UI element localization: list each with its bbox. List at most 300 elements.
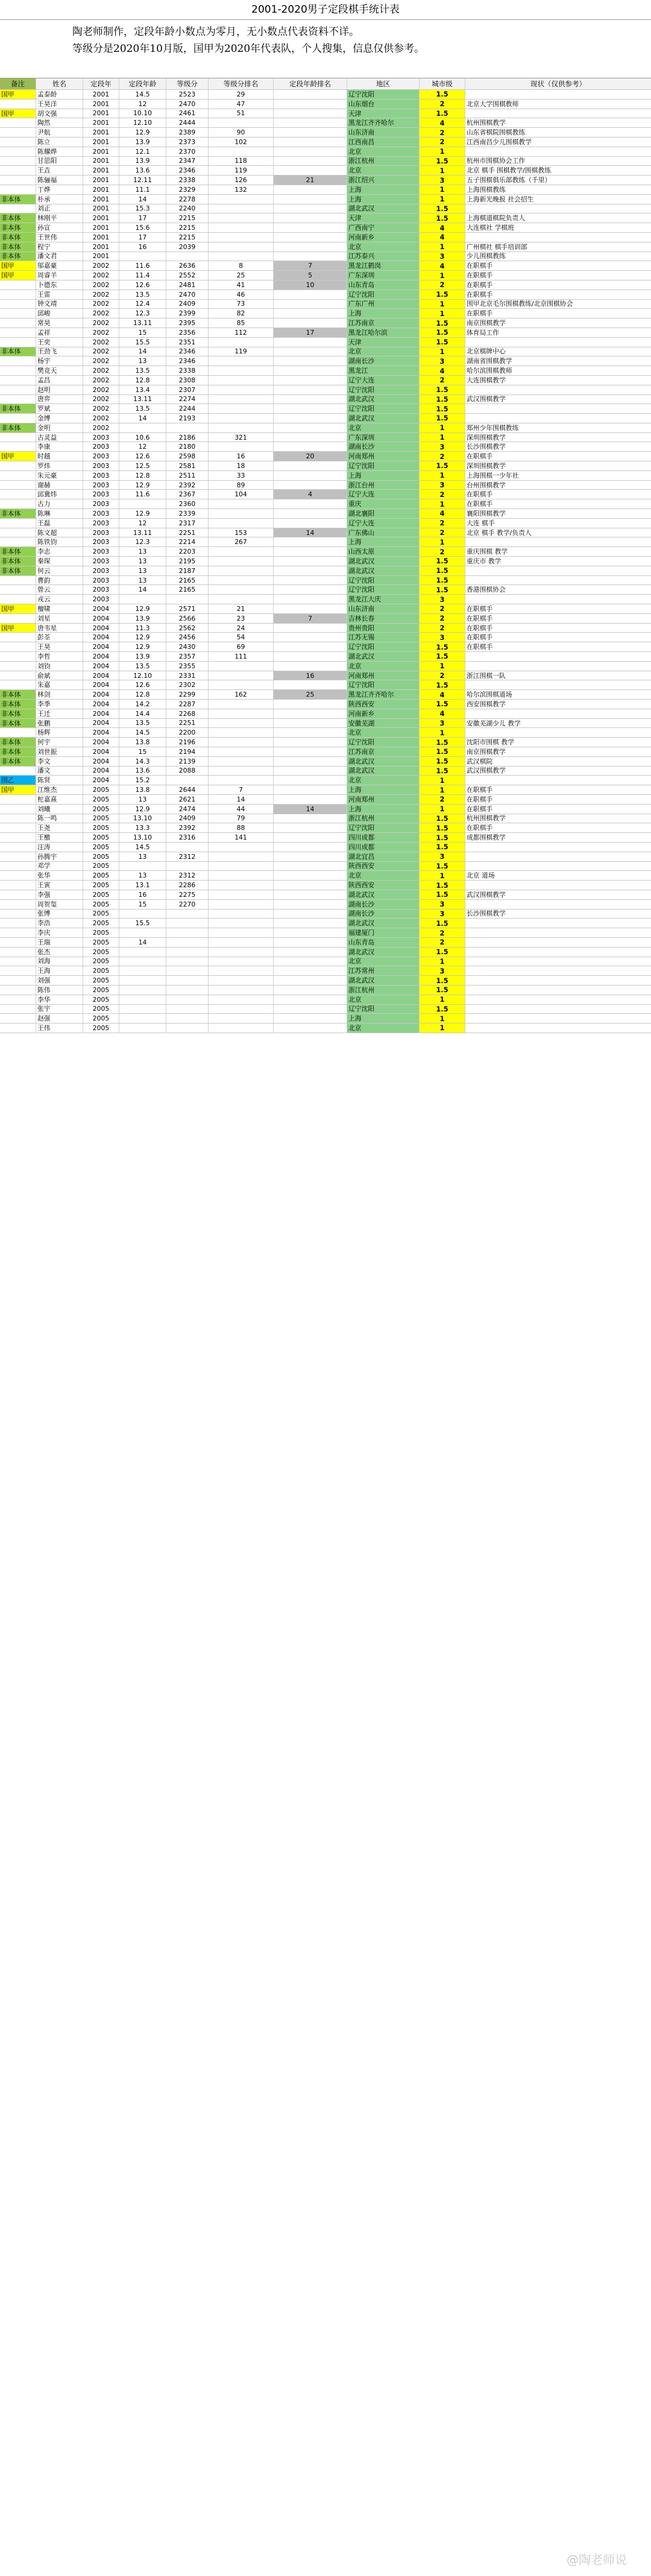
cell-rating: 2287: [166, 700, 209, 709]
cell-tag: [0, 356, 36, 366]
cell-region: 黑龙江: [347, 366, 420, 375]
table-row: [0, 347, 651, 357]
cell-status: 长沙围棋教学: [467, 443, 506, 451]
cell-rating: 2389: [166, 128, 209, 137]
cell-rank: [209, 423, 274, 432]
cell-city-level: 2: [420, 795, 465, 804]
cell-tag: [0, 300, 36, 309]
cell-name: 尹航: [36, 128, 83, 137]
cell-age: 13.5: [119, 404, 166, 413]
cell-status: 大连棋社 学棋班: [467, 224, 515, 232]
cell-rank: [209, 719, 274, 728]
cell-city-level: 4: [420, 233, 465, 242]
cell-age-rank: [274, 776, 347, 785]
cell-age: 13.6: [119, 767, 166, 776]
cell-city-level: 3: [420, 633, 465, 642]
cell-region: 河南新乡: [347, 709, 420, 718]
table-row: [0, 366, 651, 376]
cell-city-level: 1.5: [420, 814, 465, 823]
cell-age-rank: [274, 1005, 347, 1014]
cell-name: 李强: [36, 890, 83, 899]
cell-tag: [0, 652, 36, 661]
cell-status: 北京大学围棋教师: [467, 100, 519, 108]
cell-year: 2003: [83, 452, 119, 461]
note-line: 等级分是2020年10月版，国甲为2020年代表队，个人搜集，信息仅供参考。: [72, 43, 425, 55]
cell-rating: 2275: [166, 890, 209, 899]
cell-status: [465, 1014, 651, 1023]
cell-city-level: 1: [420, 309, 465, 318]
cell-region: 辽宁沈阳: [347, 461, 420, 470]
cell-region: 四川成都: [347, 833, 420, 842]
cell-name: 王劲飞: [36, 347, 83, 356]
cell-rank: 162: [209, 690, 274, 699]
cell-status: 江西南昌少儿围棋教学: [467, 138, 532, 146]
cell-name: 杨宇: [36, 356, 83, 366]
cell-rank: [209, 499, 274, 508]
cell-rating: 2165: [166, 576, 209, 585]
cell-region: 上海: [347, 537, 420, 546]
table-row: [0, 862, 651, 872]
cell-age-rank: [274, 662, 347, 671]
table-row: [0, 185, 651, 195]
cell-rank: 321: [209, 433, 274, 442]
cell-status: 杭州围棋教学: [467, 119, 506, 127]
cell-rank: [209, 919, 274, 928]
cell-rank: [209, 356, 274, 366]
cell-year: 2005: [83, 966, 119, 975]
cell-city-level: 2: [420, 671, 465, 680]
cell-region: 山东济南: [347, 604, 420, 613]
cell-status: 湖南省围棋教学: [467, 357, 512, 366]
cell-rating: 2636: [166, 261, 209, 270]
cell-city-level: 2: [420, 519, 465, 528]
cell-rank: [209, 767, 274, 776]
cell-name: 何宇: [36, 738, 83, 747]
cell-rating: 2331: [166, 671, 209, 680]
cell-tag: [0, 128, 36, 137]
cell-rating: 2186: [166, 433, 209, 442]
cell-year: 2005: [83, 928, 119, 937]
cell-rating: 2278: [166, 195, 209, 204]
cell-city-level: 1: [420, 957, 465, 966]
cell-rating: 2312: [166, 871, 209, 880]
cell-city-level: 1: [420, 471, 465, 480]
cell-age-rank: [274, 938, 347, 947]
table-row: [0, 195, 651, 204]
table-row: [0, 633, 651, 642]
cell-age: 14.5: [119, 90, 166, 99]
cell-rank: [209, 976, 274, 985]
cell-status: [465, 881, 651, 890]
cell-age: 13: [119, 795, 166, 804]
cell-tag: [0, 366, 36, 375]
cell-tag: [0, 928, 36, 937]
cell-age-rank: [274, 1024, 347, 1033]
cell-tag: [0, 805, 36, 814]
cell-age-rank: [274, 757, 347, 766]
cell-tag: [0, 138, 36, 147]
cell-age-rank: [274, 585, 347, 594]
cell-age-rank: [274, 700, 347, 709]
cell-name: 汪涛: [36, 843, 83, 852]
cell-city-level: 3: [420, 719, 465, 728]
cell-age-rank: [274, 233, 347, 242]
cell-rating: 2511: [166, 471, 209, 480]
cell-status: 北京棋牌中心: [467, 347, 506, 356]
cell-region: 广东深圳: [347, 433, 420, 442]
cell-rating: [166, 862, 209, 871]
cell-city-level: 1: [420, 1024, 465, 1033]
cell-city-level: 1.5: [420, 157, 465, 166]
cell-year: 2001: [83, 214, 119, 223]
cell-name: 刘钧: [36, 662, 83, 671]
table-row: [0, 738, 651, 747]
cell-name: 李庆: [36, 928, 83, 937]
cell-rating: 2355: [166, 662, 209, 671]
cell-rating: 2317: [166, 519, 209, 528]
cell-age: 12.8: [119, 471, 166, 480]
cell-age: 12.1: [119, 147, 166, 156]
cell-rating: [166, 1024, 209, 1033]
cell-name: 王世伟: [36, 233, 83, 242]
cell-year: 2002: [83, 404, 119, 413]
cell-status: 在职棋手: [467, 614, 493, 622]
cell-year: 2001: [83, 90, 119, 99]
cell-age-rank: [274, 537, 347, 546]
cell-region: 北京: [347, 776, 420, 785]
cell-age-rank: [274, 624, 347, 633]
cell-status: [465, 928, 651, 937]
cell-city-level: 1.5: [420, 385, 465, 394]
table-row: [0, 776, 651, 785]
cell-age: 13.1: [119, 881, 166, 890]
table-row: [0, 881, 651, 890]
cell-name: 古灵益: [36, 433, 83, 442]
cell-year: 2003: [83, 519, 119, 528]
cell-rank: [209, 747, 274, 756]
cell-rating: 2523: [166, 90, 209, 99]
table-row: [0, 662, 651, 671]
cell-tag: [0, 318, 36, 328]
cell-rating: 2195: [166, 557, 209, 566]
cell-age: 13.11: [119, 318, 166, 328]
cell-tag: [0, 471, 36, 480]
cell-year: 2004: [83, 747, 119, 756]
cell-year: 2001: [83, 204, 119, 214]
table-row: [0, 280, 651, 290]
cell-tag: [0, 881, 36, 890]
cell-tag: [0, 814, 36, 823]
cell-tag: [0, 995, 36, 1004]
cell-year: 2001: [83, 147, 119, 156]
cell-rank: [209, 509, 274, 518]
cell-region: 浙江杭州: [347, 157, 420, 166]
cell-region: 山西太原: [347, 547, 420, 556]
cell-age-rank: [274, 890, 347, 899]
cell-age-rank: [274, 833, 347, 842]
cell-tag: [0, 976, 36, 985]
cell-rank: [209, 966, 274, 975]
cell-year: 2003: [83, 509, 119, 518]
cell-name: 钟文靖: [36, 300, 83, 309]
cell-rating: [166, 957, 209, 966]
cell-region: 广东佛山: [347, 528, 420, 537]
cell-rank: 119: [209, 166, 274, 175]
cell-age-rank: [274, 157, 347, 166]
cell-year: 2002: [83, 347, 119, 356]
cell-rating: [166, 1005, 209, 1014]
cell-tag: 非本体: [0, 738, 36, 747]
cell-age: [119, 966, 166, 975]
cell-age-rank: [274, 814, 347, 823]
cell-region: 湖北武汉: [347, 652, 420, 661]
cell-age-rank: [274, 928, 347, 937]
col-status: 现状（仅供参考）: [530, 80, 586, 88]
cell-name: 李浩: [36, 919, 83, 928]
cell-rank: 33: [209, 471, 274, 480]
cell-age: 13: [119, 576, 166, 585]
cell-region: 江苏南京: [347, 318, 420, 328]
cell-age-rank: [274, 109, 347, 118]
table-row: [0, 719, 651, 729]
cell-name: 金博: [36, 414, 83, 423]
cell-age-rank: [274, 719, 347, 728]
cell-status: 杭州市围棋协会工作: [467, 157, 526, 165]
cell-rating: [166, 995, 209, 1004]
watermark: @陶老师说: [567, 2552, 627, 2567]
cell-region: 贵州贵阳: [347, 624, 420, 633]
cell-tag: [0, 662, 36, 671]
cell-region: 黑龙江大庆: [347, 595, 420, 604]
cell-age-rank: [274, 90, 347, 99]
table-row: [0, 547, 651, 557]
cell-age-rank: 14: [274, 805, 347, 814]
cell-age: 14.5: [119, 843, 166, 852]
cell-region: 江苏南京: [347, 747, 420, 756]
cell-tag: [0, 166, 36, 175]
cell-year: 2005: [83, 823, 119, 832]
cell-tag: [0, 176, 36, 185]
cell-year: 2001: [83, 118, 119, 127]
table-row: [0, 728, 651, 738]
cell-tag: [0, 1005, 36, 1014]
cell-status: [465, 728, 651, 737]
cell-name: 谢赫: [36, 481, 83, 490]
cell-rating: [166, 928, 209, 937]
cell-rating: 2329: [166, 185, 209, 194]
table-row: [0, 1005, 651, 1014]
cell-age-rank: [274, 423, 347, 432]
cell-year: 2004: [83, 604, 119, 613]
table-row: [0, 852, 651, 862]
cell-status: [465, 537, 651, 546]
cell-tag: 非本体: [0, 195, 36, 204]
cell-name: 孟泰龄: [36, 90, 83, 99]
cell-status: 在职棋手: [467, 795, 493, 803]
cell-age: 13: [119, 852, 166, 861]
cell-age-rank: [274, 118, 347, 127]
cell-region: 湖南长沙: [347, 356, 420, 366]
table-row: [0, 376, 651, 385]
cell-rank: [209, 204, 274, 214]
cell-status: [465, 90, 651, 99]
cell-city-level: 1.5: [420, 566, 465, 575]
table-row: [0, 938, 651, 948]
cell-rating: [166, 595, 209, 604]
cell-tag: [0, 833, 36, 842]
cell-status: [465, 680, 651, 689]
cell-tag: 非本体: [0, 547, 36, 556]
cell-region: 湖北武汉: [347, 414, 420, 423]
table-row: [0, 957, 651, 967]
cell-age-rank: [274, 995, 347, 1004]
cell-age: [119, 499, 166, 508]
cell-city-level: 4: [420, 366, 465, 375]
cell-rank: [209, 928, 274, 937]
cell-age: 10.6: [119, 433, 166, 442]
cell-age: [119, 252, 166, 261]
cell-region: 河南郑州: [347, 795, 420, 804]
cell-year: 2001: [83, 100, 119, 109]
cell-year: 2004: [83, 767, 119, 776]
cell-region: 天津: [347, 338, 420, 347]
cell-age: [119, 986, 166, 995]
cell-rating: 2307: [166, 385, 209, 394]
table-row: [0, 442, 651, 452]
cell-rank: 69: [209, 642, 274, 651]
cell-region: 北京: [347, 871, 420, 880]
cell-year: 2003: [83, 433, 119, 442]
cell-year: 2001: [83, 166, 119, 175]
cell-city-level: 1.5: [420, 652, 465, 661]
cell-rank: [209, 547, 274, 556]
cell-rank: 89: [209, 481, 274, 490]
cell-city-level: 2: [420, 376, 465, 385]
cell-year: 2005: [83, 833, 119, 842]
cell-region: 北京: [347, 957, 420, 966]
cell-rating: 2598: [166, 452, 209, 461]
table-row: [0, 871, 651, 881]
cell-rank: [209, 910, 274, 919]
table-row: [0, 90, 651, 100]
cell-rank: [209, 566, 274, 575]
cell-rank: [209, 671, 274, 680]
cell-name: 陈立: [36, 138, 83, 147]
cell-age-rank: [274, 347, 347, 356]
cell-city-level: 1.5: [420, 919, 465, 928]
cell-region: 上海: [347, 185, 420, 194]
cell-name: 李哲: [36, 652, 83, 661]
cell-age-rank: [274, 499, 347, 508]
cell-rank: [209, 595, 274, 604]
cell-tag: [0, 642, 36, 651]
cell-age: [119, 995, 166, 1004]
cell-city-level: 1.5: [420, 557, 465, 566]
cell-tag: [0, 795, 36, 804]
cell-rank: 7: [209, 785, 274, 794]
table-row: [0, 385, 651, 395]
cell-city-level: 1.5: [420, 576, 465, 585]
cell-name: 王伟: [36, 1024, 83, 1033]
cell-status: [465, 976, 651, 985]
cell-status: 重庆市 教学: [467, 557, 502, 565]
cell-tag: [0, 823, 36, 832]
cell-name: 张宇: [36, 1005, 83, 1014]
cell-region: 黑龙江鹤岗: [347, 261, 420, 270]
cell-year: 2002: [83, 309, 119, 318]
col-year: 定段年: [83, 78, 119, 89]
cell-tag: [0, 118, 36, 127]
cell-rating: 2456: [166, 633, 209, 642]
cell-age: 12.9: [119, 642, 166, 651]
cell-rating: 2088: [166, 767, 209, 776]
cell-region: 浙江杭州: [347, 986, 420, 995]
cell-status: 安徽芜湖少儿 教学: [467, 719, 521, 727]
cell-region: 北京: [347, 147, 420, 156]
cell-tag: 非本体: [0, 757, 36, 766]
cell-city-level: 1.5: [420, 290, 465, 299]
cell-rank: [209, 938, 274, 947]
cell-status: [465, 385, 651, 394]
cell-age: 12: [119, 100, 166, 109]
cell-age: 12.3: [119, 537, 166, 546]
cell-year: 2002: [83, 376, 119, 385]
cell-region: 浙江绍兴: [347, 176, 420, 185]
cell-rating: 2392: [166, 481, 209, 490]
cell-age: 14: [119, 414, 166, 423]
cell-age-rank: [274, 290, 347, 299]
cell-rating: 2215: [166, 214, 209, 223]
cell-age: 17: [119, 233, 166, 242]
cell-age: 12.9: [119, 805, 166, 814]
cell-age: 14.3: [119, 757, 166, 766]
cell-name: 刘海: [36, 957, 83, 966]
cell-rank: [209, 195, 274, 204]
cell-age-rank: [274, 957, 347, 966]
cell-name: 周贺玺: [36, 900, 83, 909]
cell-rank: 111: [209, 652, 274, 661]
cell-region: 江苏无锡: [347, 633, 420, 642]
cell-age: 17: [119, 214, 166, 223]
cell-rating: 2302: [166, 680, 209, 689]
cell-name: 丁烨: [36, 185, 83, 194]
cell-city-level: 3: [420, 252, 465, 261]
cell-name: 王磊: [36, 519, 83, 528]
cell-age-rank: [274, 166, 347, 175]
cell-age: [119, 1014, 166, 1023]
cell-region: 湖北武汉: [347, 919, 420, 928]
cell-region: 辽宁沈阳: [347, 738, 420, 747]
cell-tag: [0, 147, 36, 156]
cell-age-rank: [274, 519, 347, 528]
cell-year: 2001: [83, 128, 119, 137]
cell-tag: 国甲: [0, 109, 36, 118]
table-row: [0, 757, 651, 767]
cell-region: 江苏常州: [347, 966, 420, 975]
cell-year: 2004: [83, 719, 119, 728]
cell-name: 陈伟: [36, 986, 83, 995]
cell-year: 2003: [83, 528, 119, 537]
cell-status: [465, 843, 651, 852]
cell-name: 王瑞: [36, 938, 83, 947]
cell-tag: [0, 395, 36, 404]
cell-region: 黑龙江哈尔滨: [347, 328, 420, 337]
cell-tag: [0, 948, 36, 957]
cell-city-level: 1.5: [420, 948, 465, 957]
cell-city-level: 4: [420, 223, 465, 232]
cell-age-rank: 17: [274, 328, 347, 337]
cell-name: 刘星: [36, 614, 83, 623]
